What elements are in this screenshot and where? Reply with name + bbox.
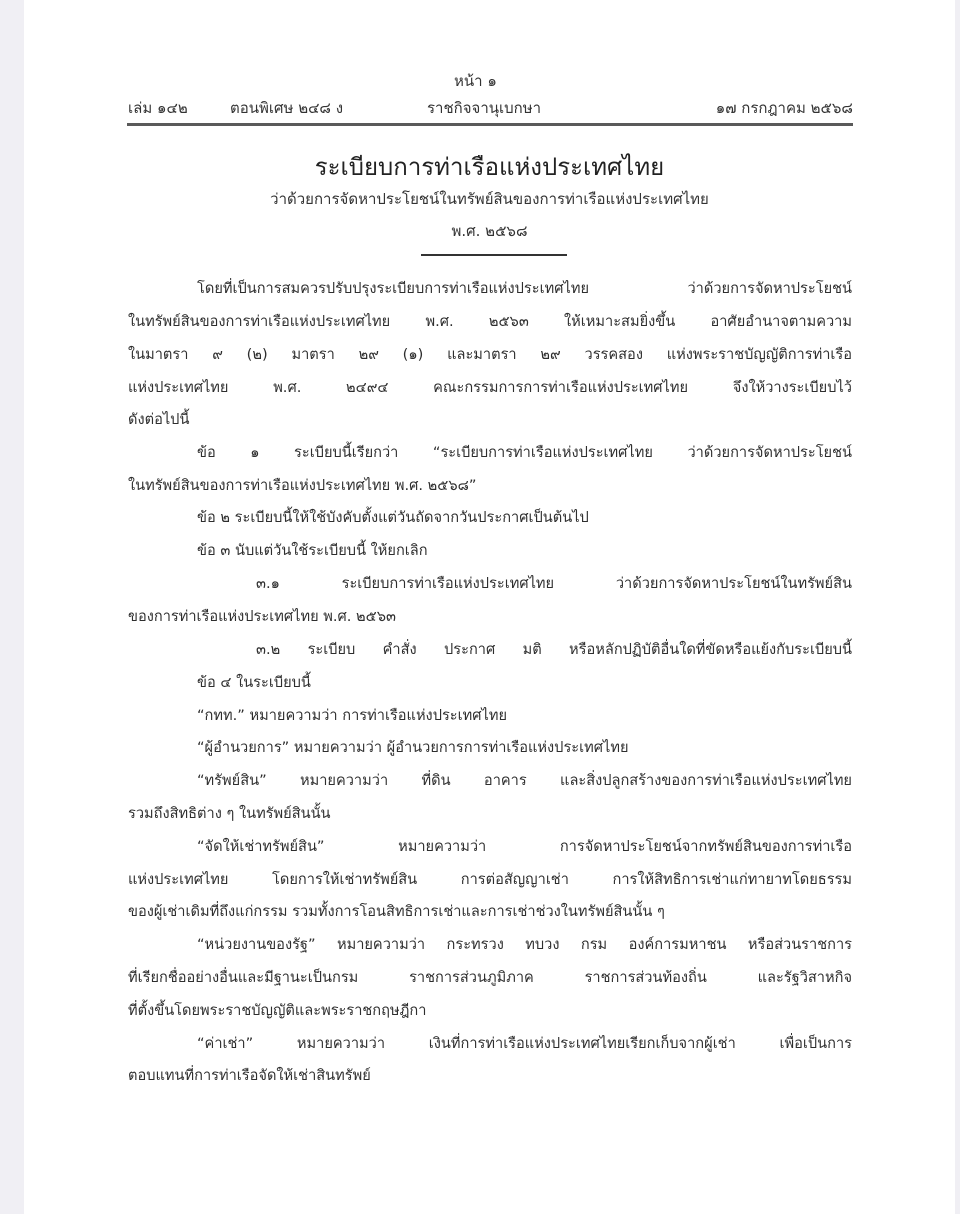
title-divider [421, 254, 567, 256]
clause-3-1-cont: ของการท่าเรือแห่งประเทศไทย พ.ศ. ๒๕๖๓ [128, 608, 396, 625]
document-page [24, 0, 955, 1214]
clause-1: ข้อ ๑ ระเบียบนี้เรียกว่า “ระเบียบการท่าเรือแห่งประเทศไทย ว่าด้วยการจัดหาประโยชน์ [197, 444, 852, 461]
definition-government-agency-cont: ที่ตั้งขึ้นโดยพระราชบัญญัติและพระราชกฤษฎีกา [128, 1002, 427, 1019]
definition-property: “ทรัพย์สิน” หมายความว่า ที่ดิน อาคาร และสิ่งปลูกสร้างของการท่าเรือแห่งประเทศไทย [197, 772, 852, 789]
preamble-line: แห่งประเทศไทย พ.ศ. ๒๔๙๔ คณะกรรมการการท่าเรือแห่งประเทศไทย จึงให้วางระเบียบไว้ [128, 379, 852, 396]
definition-director: “ผู้อำนวยการ” หมายความว่า ผู้อำนวยการการท่าเรือแห่งประเทศไทย [197, 739, 629, 756]
gazette-date: ๑๗ กรกฎาคม ๒๕๖๘ [715, 99, 853, 117]
clause-4: ข้อ ๔ ในระเบียบนี้ [197, 674, 311, 691]
gazette-issue: ตอนพิเศษ ๒๔๘ ง [230, 99, 344, 117]
preamble-line: ในมาตรา ๙ (๒) มาตรา ๒๙ (๑) และมาตรา ๒๙ วรรคสอง แห่งพระราชบัญญัติการท่าเรือ [128, 346, 852, 363]
document-year: พ.ศ. ๒๕๖๘ [451, 222, 528, 240]
definition-lease: “จัดให้เช่าทรัพย์สิน” หมายความว่า การจัดหาประโยชน์จากทรัพย์สินของการท่าเรือ [197, 838, 852, 855]
preamble-line: ดังต่อไปนี้ [128, 411, 190, 428]
definition-rent-cont: ตอบแทนที่การท่าเรือจัดให้เช่าสินทรัพย์ [128, 1067, 371, 1084]
clause-3-2: ๓.๒ ระเบียบ คำสั่ง ประกาศ มติ หรือหลักปฏิบัติอื่นใดที่ขัดหรือแย้งกับระเบียบนี้ [256, 641, 852, 658]
gazette-volume: เล่ม ๑๔๒ [128, 99, 188, 117]
document-title: ระเบียบการท่าเรือแห่งประเทศไทย [314, 153, 665, 181]
clause-3-1: ๓.๑ ระเบียบการท่าเรือแห่งประเทศไทย ว่าด้วยการจัดหาประโยชน์ในทรัพย์สิน [256, 575, 852, 592]
definition-government-agency-cont: ที่เรียกชื่ออย่างอื่นและมีฐานะเป็นกรม ราชการส่วนภูมิภาค ราชการส่วนท้องถิ่น และรัฐวิสาหกิจ [128, 969, 852, 986]
clause-1-cont: ในทรัพย์สินของการท่าเรือแห่งประเทศไทย พ.ศ. ๒๕๖๘” [128, 477, 477, 494]
header-rule [127, 123, 853, 126]
definition-rent: “ค่าเช่า” หมายความว่า เงินที่การท่าเรือแห่งประเทศไทยเรียกเก็บจากผู้เช่า เพื่อเป็นการ [197, 1035, 852, 1052]
document-subtitle: ว่าด้วยการจัดหาประโยชน์ในทรัพย์สินของการท่าเรือแห่งประเทศไทย [270, 190, 709, 208]
gazette-name: ราชกิจจานุเบกษา [427, 99, 542, 117]
definition-pat: “กทท.” หมายความว่า การท่าเรือแห่งประเทศไทย [197, 707, 508, 724]
definition-lease-cont: แห่งประเทศไทย โดยการให้เช่าทรัพย์สิน การต่อสัญญาเช่า การให้สิทธิการเช่าแก่ทายาทโดยธรรม [128, 871, 852, 888]
definition-government-agency: “หน่วยงานของรัฐ” หมายความว่า กระทรวง ทบวง กรม องค์การมหาชน หรือส่วนราชการ [197, 936, 852, 953]
clause-3: ข้อ ๓ นับแต่วันใช้ระเบียบนี้ ให้ยกเลิก [197, 542, 428, 559]
page-number: หน้า ๑ [454, 72, 497, 90]
preamble-line: ในทรัพย์สินของการท่าเรือแห่งประเทศไทย พ.ศ. ๒๕๖๓ ให้เหมาะสมยิ่งขึ้น อาศัยอำนาจตามความ [128, 313, 852, 330]
definition-property-cont: รวมถึงสิทธิต่าง ๆ ในทรัพย์สินนั้น [128, 805, 331, 822]
clause-2: ข้อ ๒ ระเบียบนี้ให้ใช้บังคับตั้งแต่วันถัดจากวันประกาศเป็นต้นไป [197, 509, 589, 526]
definition-lease-cont: ของผู้เช่าเดิมที่ถึงแก่กรรม รวมทั้งการโอนสิทธิการเช่าและการเช่าช่วงในทรัพย์สินนั้น ๆ [128, 903, 665, 920]
preamble-line: โดยที่เป็นการสมควรปรับปรุงระเบียบการท่าเรือแห่งประเทศไทย ว่าด้วยการจัดหาประโยชน์ [197, 280, 852, 297]
